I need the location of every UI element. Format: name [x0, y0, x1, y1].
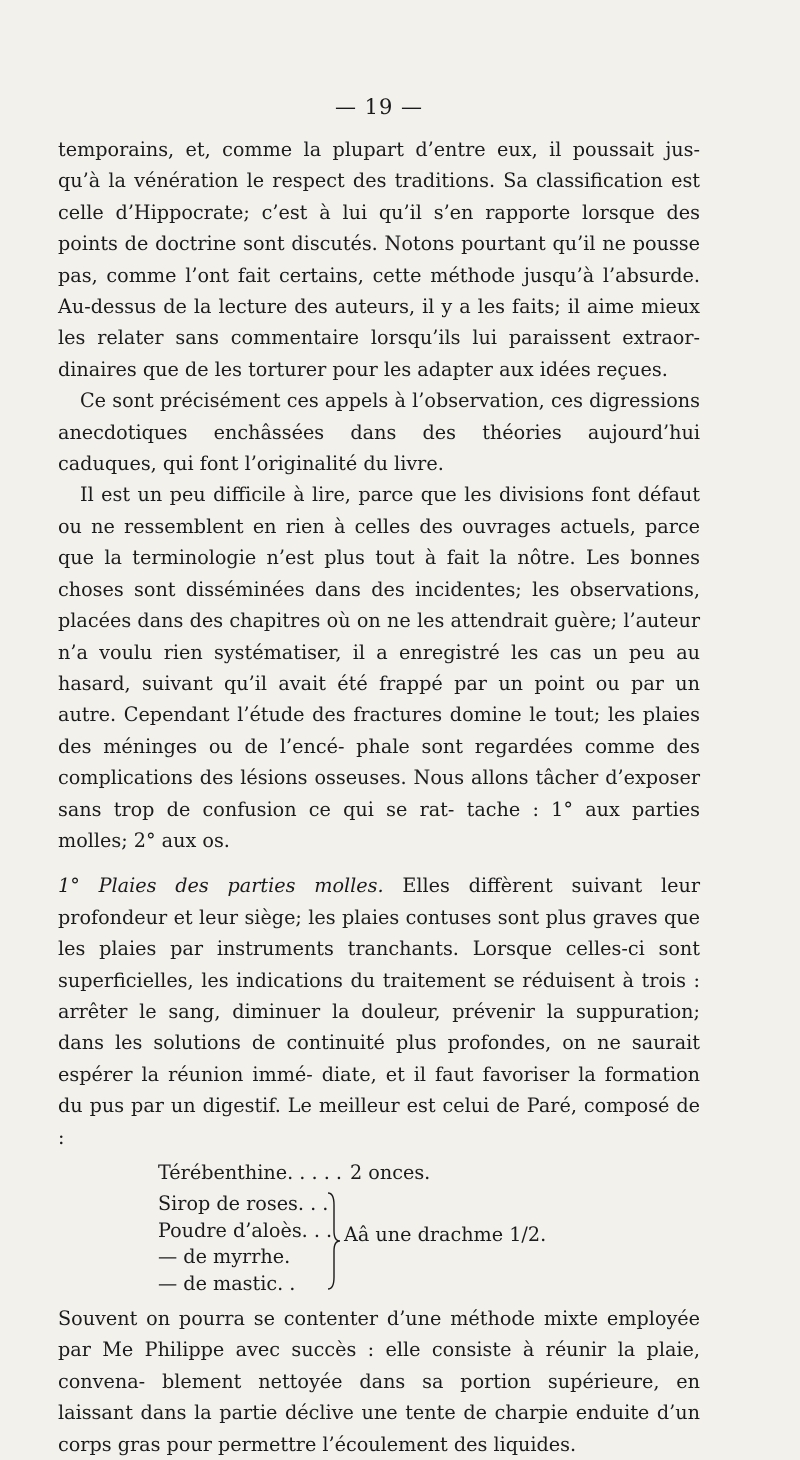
paragraph-intro: temporains, et, comme la plupart d’entre eux, il poussait jus- qu’à la vénération le respect des traditions. Sa classification est celle d’Hippocrate; c’est à lui qu’il s’en rapporte lorsque des points de doctrine sont discutés. Notons pourtant qu’il ne pousse pas, comme l’ont fait certains, cette méthode jusqu’à l’absurde. Au-dessus de la lecture des auteurs, il y a les faits; il aime mieux les relater sans commentaire lorsqu’ils lui paraissent extraor- dinaires que de les torturer pour les adapter aux idées reçues.: [58, 138, 700, 381]
section-body: Elles diffèrent suivant leur profondeur et leur siège; les plaies contuses sont plus graves que les plaies par instruments tranchants. Lorsque celles-ci sont superficielles, les indications du traitement se réduisent à trois : arrêter le sang, diminuer la douleur, prévenir la suppuration; dans les solutions de continuité plus profondes, on ne saurait espérer la réunion immé- diate, et il faut favoriser la formation du pus par un digestif. Le meilleur est celui de Paré, composé de :: [58, 874, 700, 1149]
paragraph-difficulty: Il est un peu difficile à lire, parce que les divisions font défaut ou ne ressemblent en rien à celles des ouvrages actuels, parce que la terminologie n’est plus tout à fait la nôtre. Les bonnes choses sont disséminées dans des incidentes; les observations, placées dans des chapitres où on ne les attendrait guère; l’auteur n’a voulu rien systématiser, il a enregistré les cas un peu au hasard, suivant qu’il avait été frappé par un point ou par un autre. Cependant l’étude des fractures domine le tout; les plaies des méninges ou de l’encé- phale sont regardées comme des complications des lésions osseuses. Nous allons tâcher d’exposer sans trop de confusion ce qui se rat- tache : 1° aux parties molles; 2° aux os.: [58, 483, 700, 852]
recipe-item-aloes: Poudre d’aloès. . .: [158, 1219, 333, 1242]
recipe-dose-group: Aâ une drachme 1/2.: [344, 1223, 547, 1246]
paragraph-mixed-method: Souvent on pourra se contenter d’une méthode mixte employée par Me Philippe avec succès : elle consiste à réunir la plaie, convena- blement nettoyée dans sa portion supérieure, en laissant dans la partie déclive une tente de charpie enduite d’un corps gras pour permettre l’écoulement des liquides.: [58, 1307, 700, 1456]
page-number: — 19 —: [334, 95, 424, 119]
curly-brace-icon: [326, 1191, 342, 1291]
recipe-item-myrrhe: — de myrrhe.: [158, 1245, 291, 1268]
book-page: [58, 92, 700, 1456]
recipe-item-terebenthine: Térébenthine. . . . .: [158, 1161, 342, 1184]
section-heading: 1° Plaies des parties molles.: [58, 874, 384, 898]
recipe-dose-terebenthine: 2 onces.: [350, 1161, 431, 1184]
paragraph-observations: Ce sont précisément ces appels à l’observation, ces digressions anecdotiques enchâssées dans des théories aujourd’hui caduques, qui font l’originalité du livre.: [58, 389, 700, 476]
recipe-item-mastic: — de mastic. .: [158, 1272, 296, 1295]
paragraph-soft-tissue-wounds: [58, 870, 700, 1153]
recipe-item-sirop: Sirop de roses. . .: [158, 1192, 329, 1215]
recipe-block: [58, 1157, 700, 1297]
